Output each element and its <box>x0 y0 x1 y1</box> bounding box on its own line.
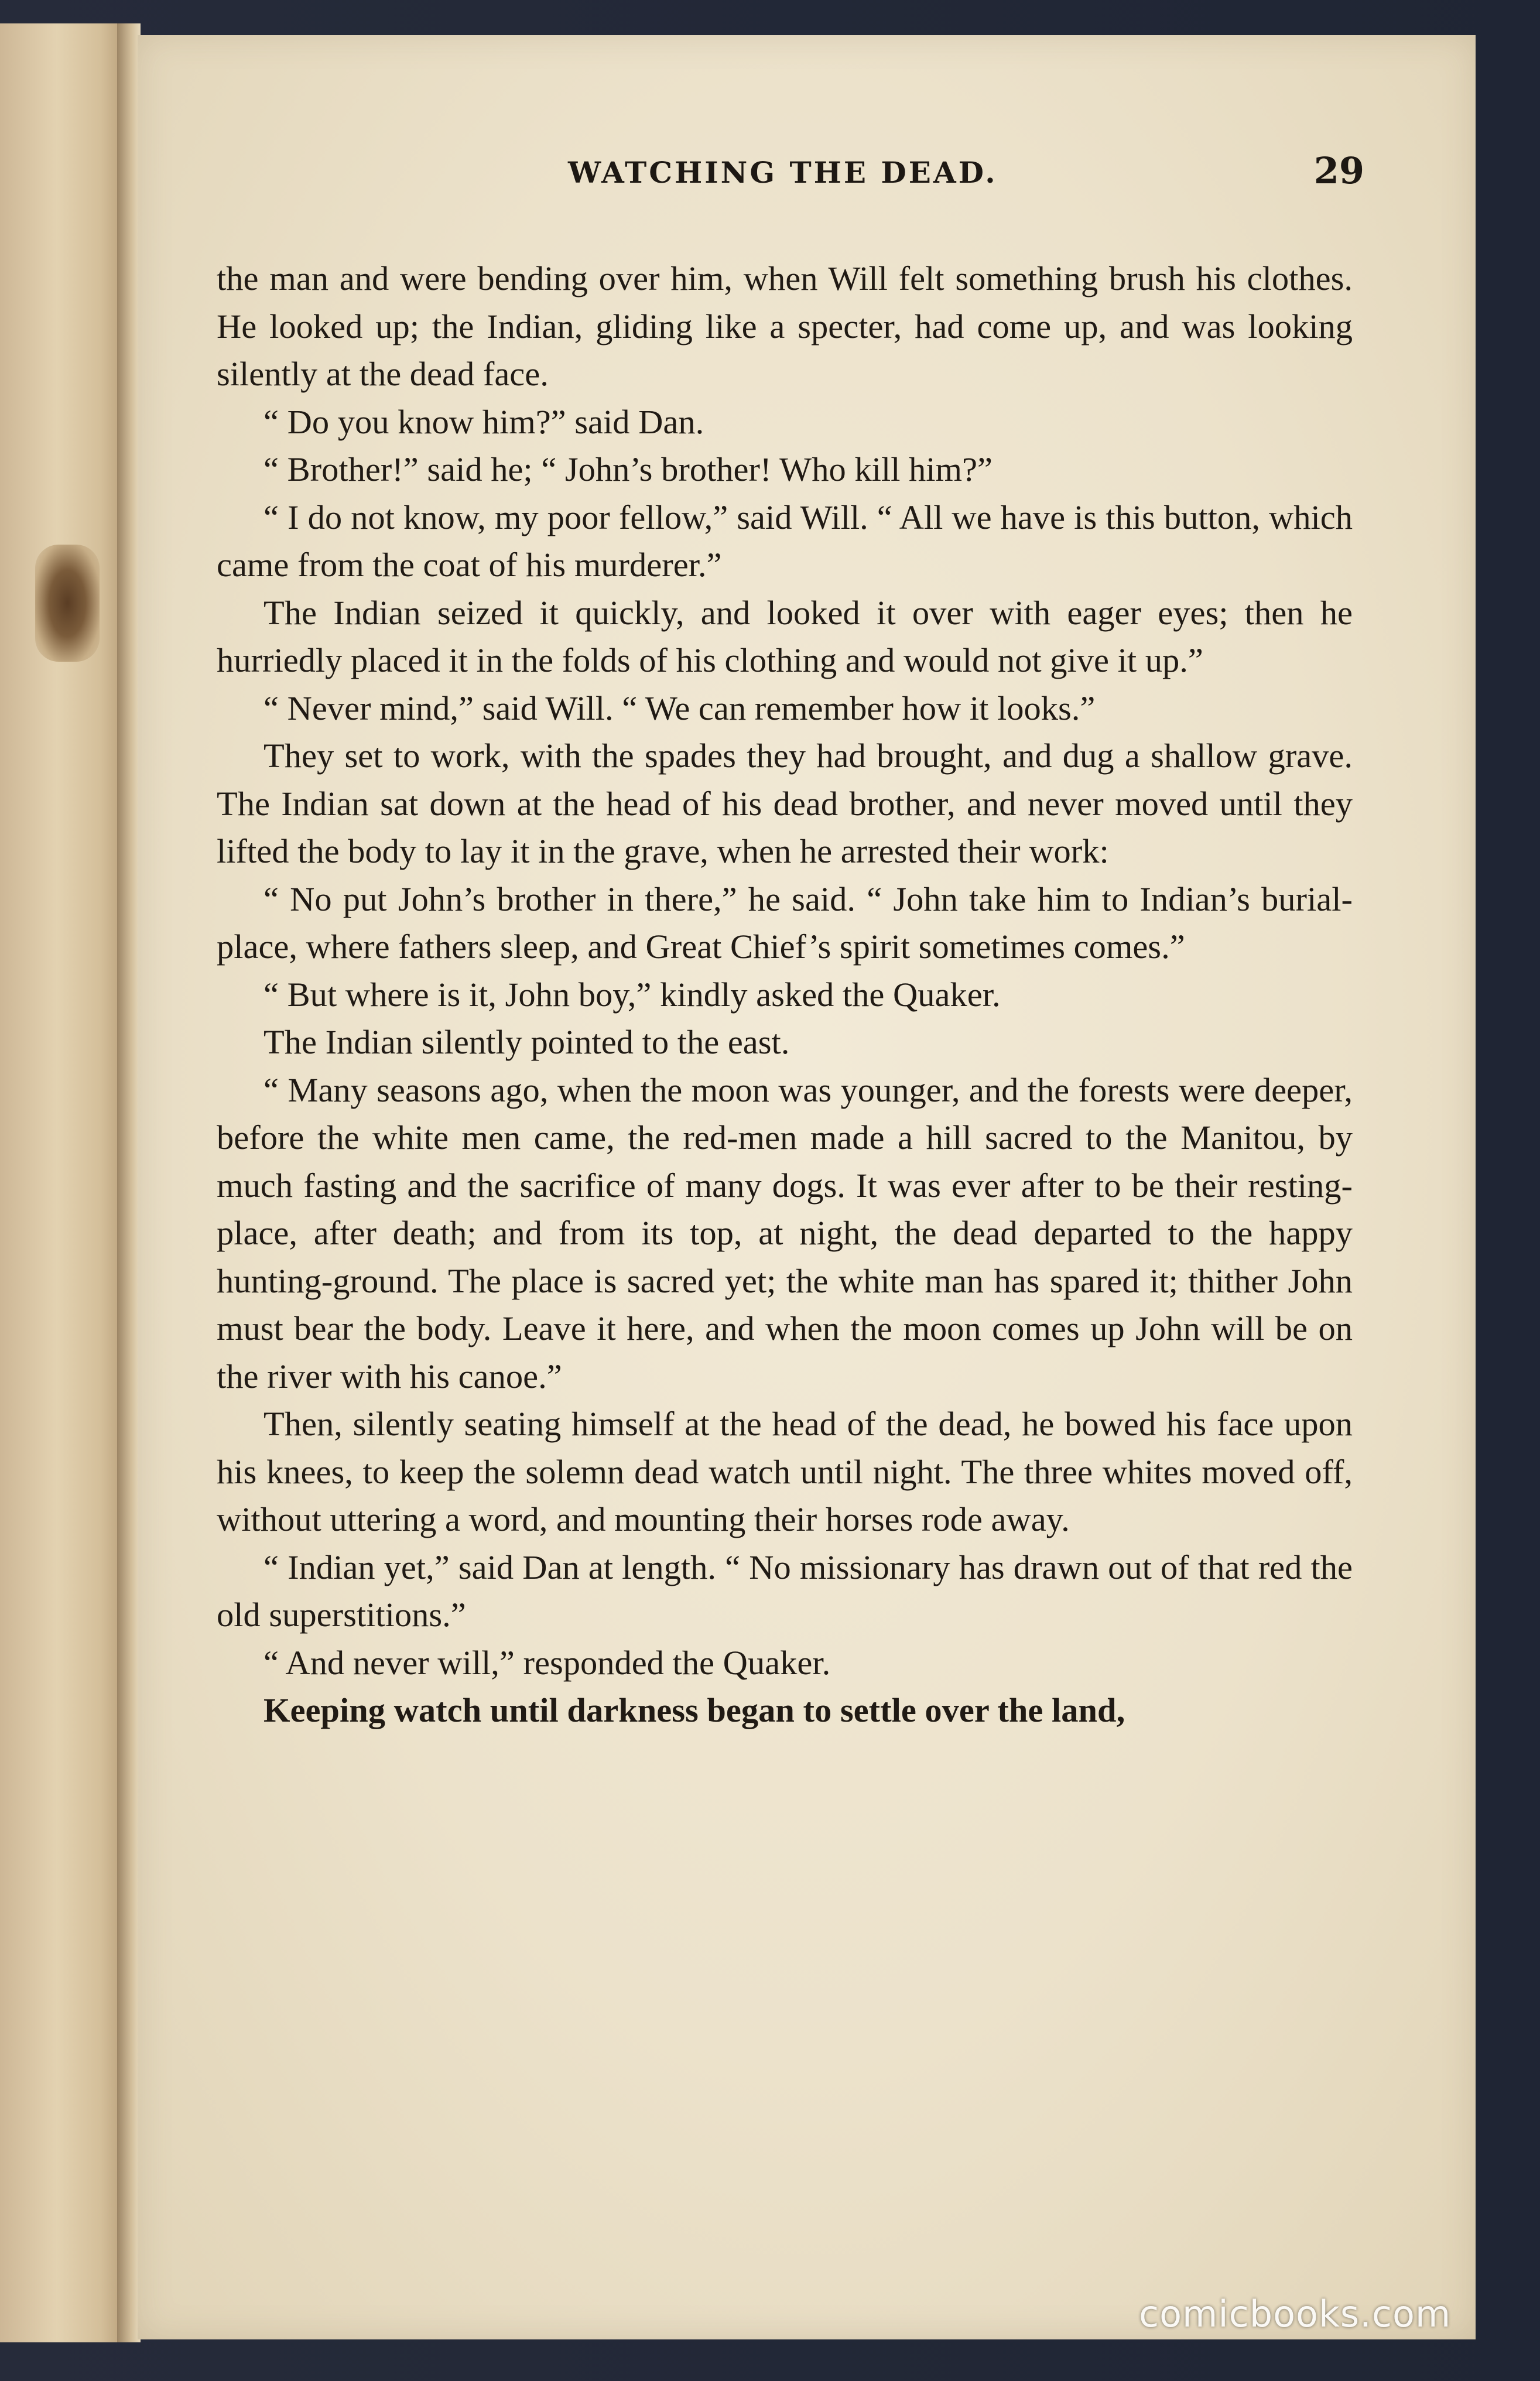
facing-page-edge <box>0 23 126 2342</box>
paragraph: “ I do not know, my poor fellow,” said Will. “ All we have is this button, which came from the coat of his murderer.” <box>217 498 1353 584</box>
page-fold-shadow <box>117 23 141 2342</box>
paragraph: Keeping watch until darkness began to settle over the land, <box>263 1691 1125 1729</box>
paragraph: “ Brother!” said he; “ John’s brother! Who kill him?” <box>263 450 993 488</box>
book-page <box>138 35 1476 2339</box>
paragraph: Then, silently seating himself at the head of the dead, he bowed his face upon his knees, to keep the solemn dead watch until night. The three whites moved off, without uttering a word, and mounting their horses rode away. <box>217 1405 1353 1538</box>
running-head <box>138 149 1476 208</box>
binding-thread <box>35 545 100 662</box>
paragraph: “ But where is it, John boy,” kindly asked the Quaker. <box>263 975 1001 1014</box>
paragraph: “ Do you know him?” said Dan. <box>263 402 704 441</box>
page-number: 29 <box>1313 149 1364 192</box>
paragraph: “ Many seasons ago, when the moon was younger, and the forests were deeper, before the white men came, the red-men made a hill sacred to the Manitou, by much fasting and the sacrifice of many dogs. It was ever after to be their resting-place, after death; and from its top, at night, the dead departed to the happy hunting-ground. The place is sacred yet; the white man has spared it; thither John must bear the body. Leave it here, and when the moon comes up John will be on the river with his canoe.” <box>217 1070 1353 1395</box>
paragraph: “ Never mind,” said Will. “ We can remember how it looks.” <box>263 689 1096 727</box>
paragraph: “ Indian yet,” said Dan at length. “ No missionary has drawn out of that red the old superstitions.” <box>217 1548 1353 1634</box>
running-head-title: WATCHING THE DEAD. <box>568 155 998 190</box>
paragraph: The Indian seized it quickly, and looked it over with eager eyes; then he hurriedly placed it in the folds of his clothing and would not give it up.” <box>217 593 1353 679</box>
paragraph: They set to work, with the spades they had brought, and dug a shallow grave. The Indian sat down at the head of his dead brother, and never moved until they lifted the body to lay it in the grave, when he arrested their work: <box>217 737 1353 870</box>
page-body-text <box>217 255 1353 1735</box>
paragraph: “ And never will,” responded the Quaker. <box>263 1643 831 1682</box>
paragraph: the man and were bending over him, when Will felt something brush his clothes. He looked up; the Indian, gliding like a specter, had come up, and was looking silently at the dead face. <box>217 259 1353 393</box>
paragraph: “ No put John’s brother in there,” he said. “ John take him to Indian’s burial-place, where fathers sleep, and Great Chief’s spirit sometimes comes.” <box>217 880 1353 966</box>
paragraph: The Indian silently pointed to the east. <box>263 1023 790 1061</box>
site-watermark: comicbooks.com <box>1139 2293 1452 2335</box>
